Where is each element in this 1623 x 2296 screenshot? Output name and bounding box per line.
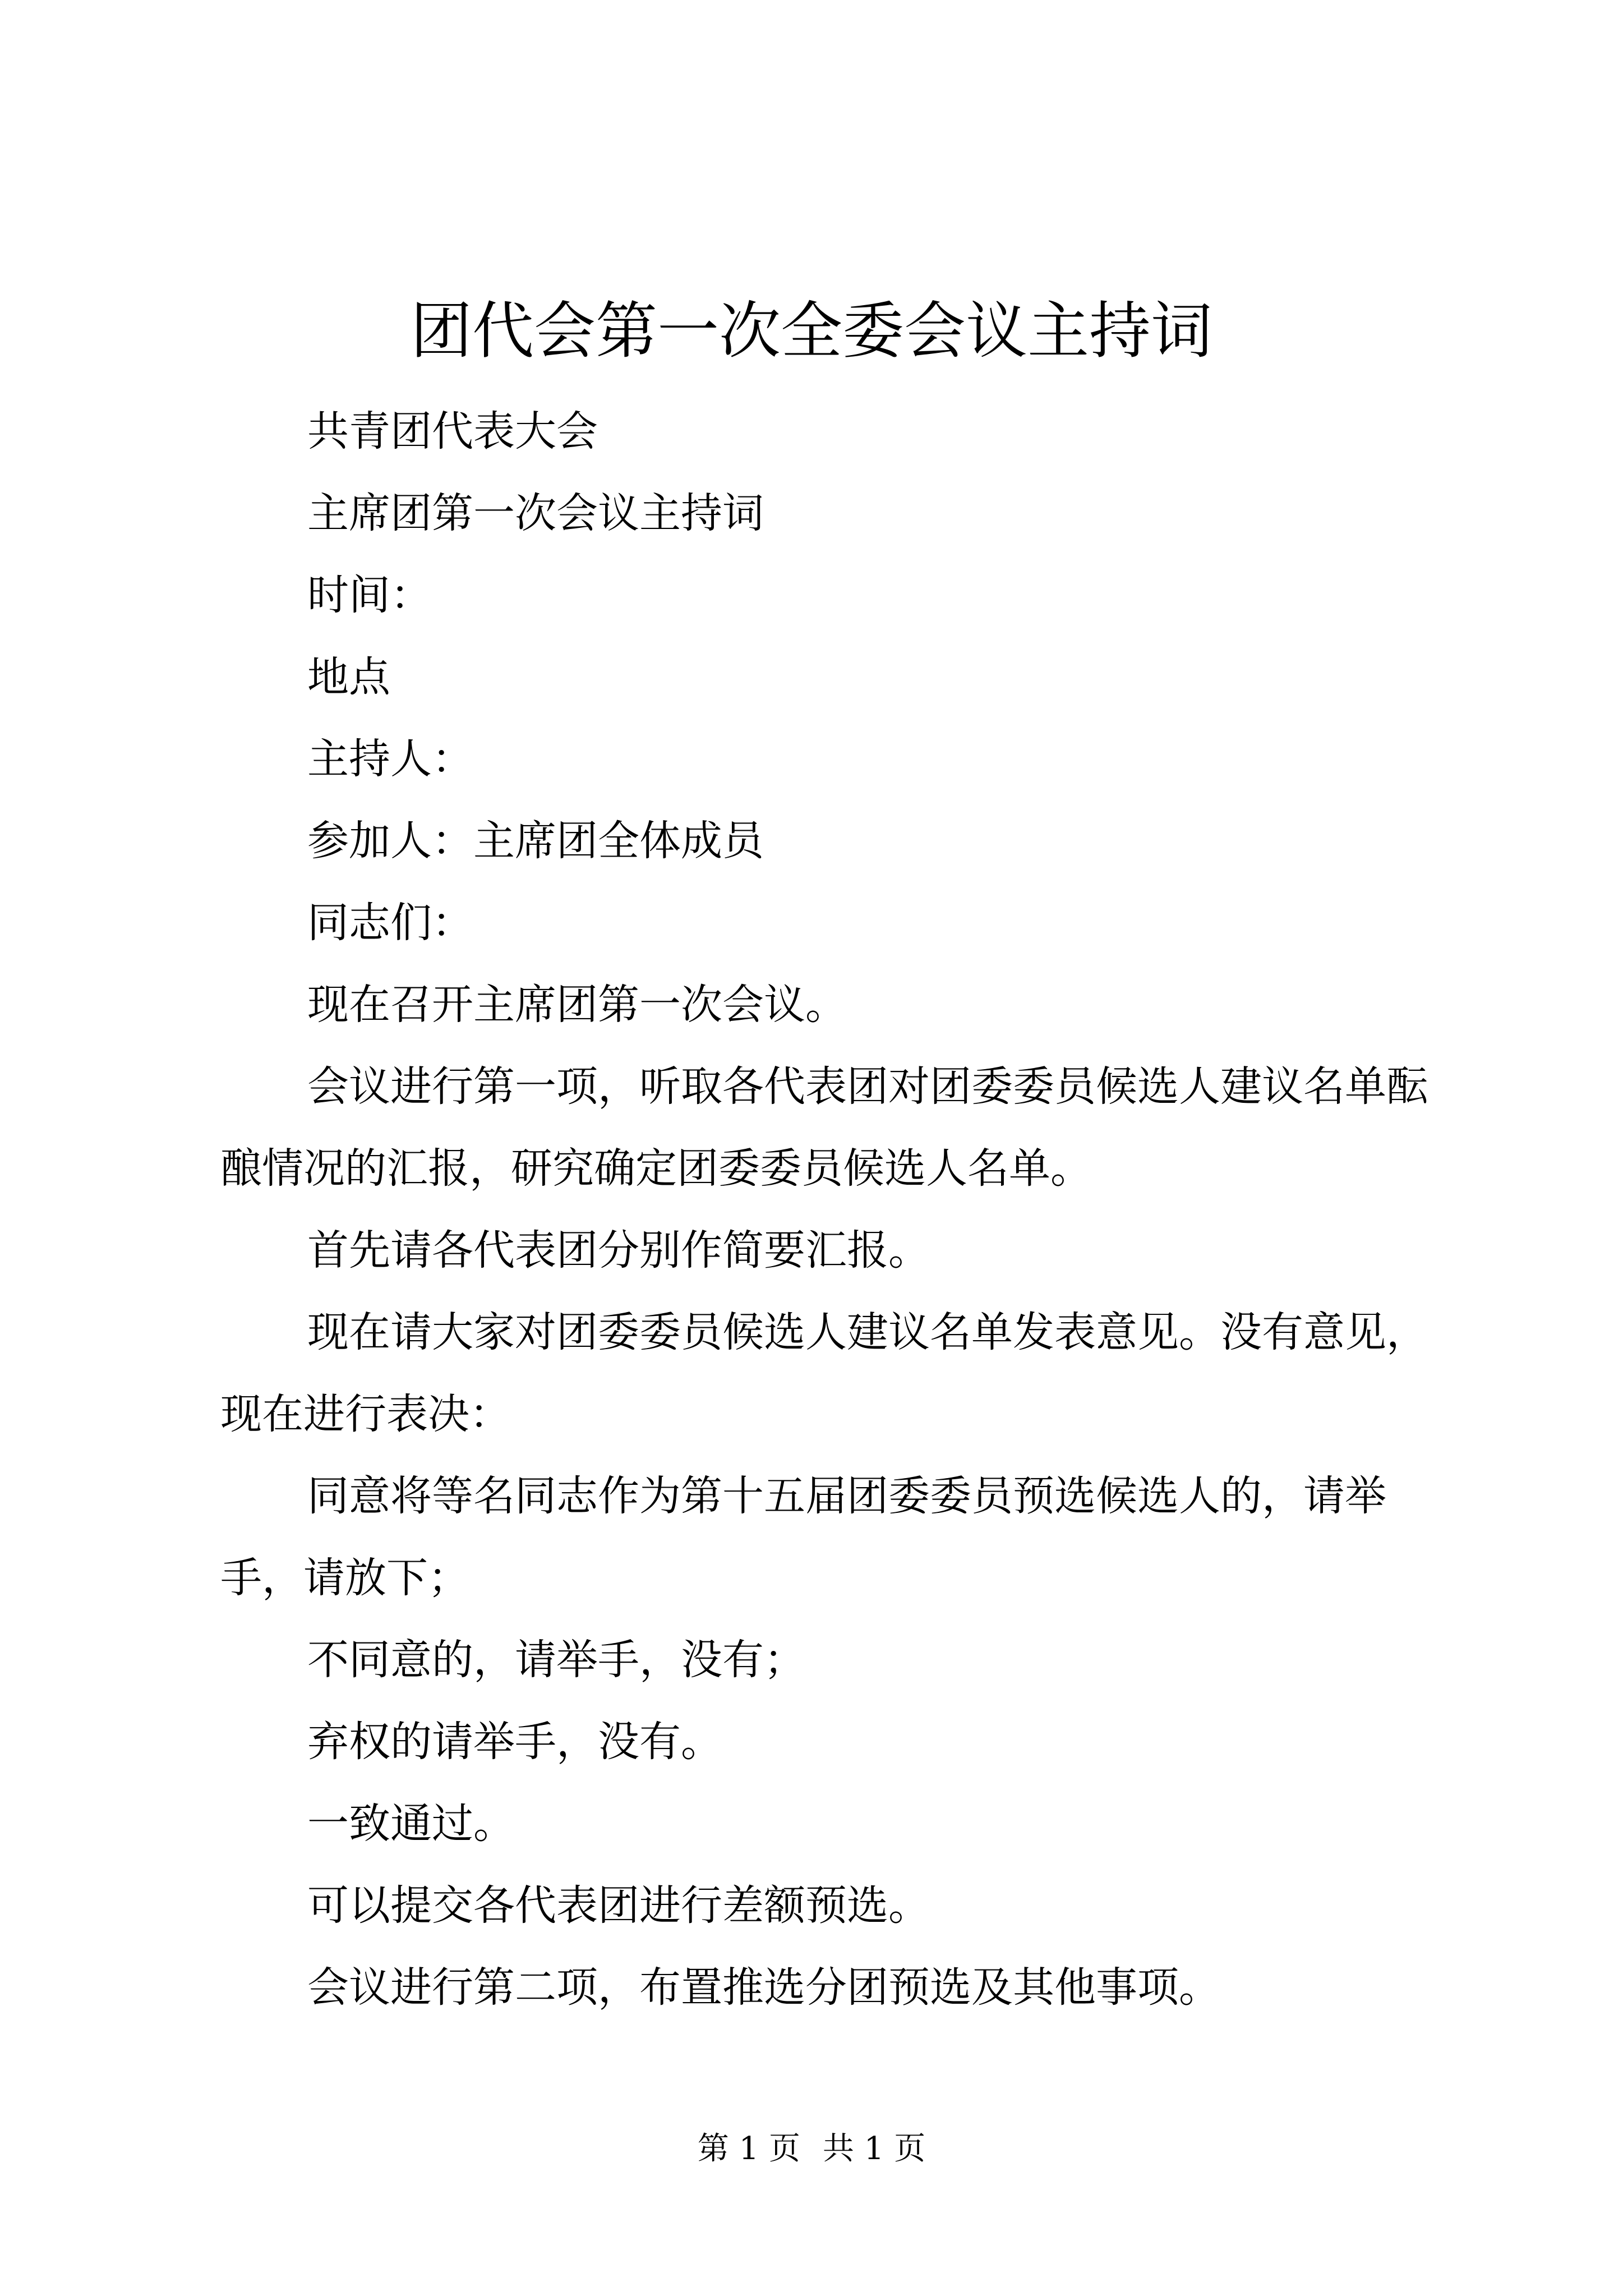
paragraph: 参加人：主席团全体成员 [307, 817, 764, 865]
page-total: 共 1 页 [823, 2131, 926, 2167]
page-footer [0, 2129, 1623, 2169]
page-number: 第 1 页 [697, 2131, 800, 2167]
paragraph: 同意将等名同志作为第十五届团委委员预选候选人的，请举手，请放下； [220, 1472, 1386, 1602]
paragraph: 时间： [307, 571, 432, 619]
document-body [220, 390, 1432, 2028]
paragraph: 主席团第一次会议主持词 [307, 489, 764, 537]
paragraph: 不同意的，请举手，没有； [307, 1636, 805, 1684]
paragraph: 现在召开主席团第一次会议。 [307, 981, 847, 1029]
paragraph: 可以提交各代表团进行差额预选。 [307, 1881, 930, 1930]
paragraph: 弃权的请举手，没有。 [307, 1718, 722, 1766]
paragraph: 共青团代表大会 [307, 407, 598, 455]
paragraph: 现在请大家对团委委员候选人建议名单发表意见。没有意见，现在进行表决： [220, 1308, 1428, 1438]
paragraph: 首先请各代表团分别作简要汇报。 [307, 1226, 930, 1274]
document-title: 团代会第一次全委会议主持词 [411, 295, 1212, 367]
paragraph: 会议进行第一项，听取各代表团对团委委员候选人建议名单酝酿情况的汇报，研究确定团委委员候选人名单。 [220, 1062, 1428, 1193]
paragraph: 主持人： [307, 735, 473, 783]
paragraph: 会议进行第二项，布置推选分团预选及其他事项。 [307, 1963, 1220, 2012]
paragraph: 同志们： [307, 899, 473, 947]
paragraph: 一致通过。 [307, 1800, 515, 1848]
paragraph: 地点 [307, 653, 390, 701]
